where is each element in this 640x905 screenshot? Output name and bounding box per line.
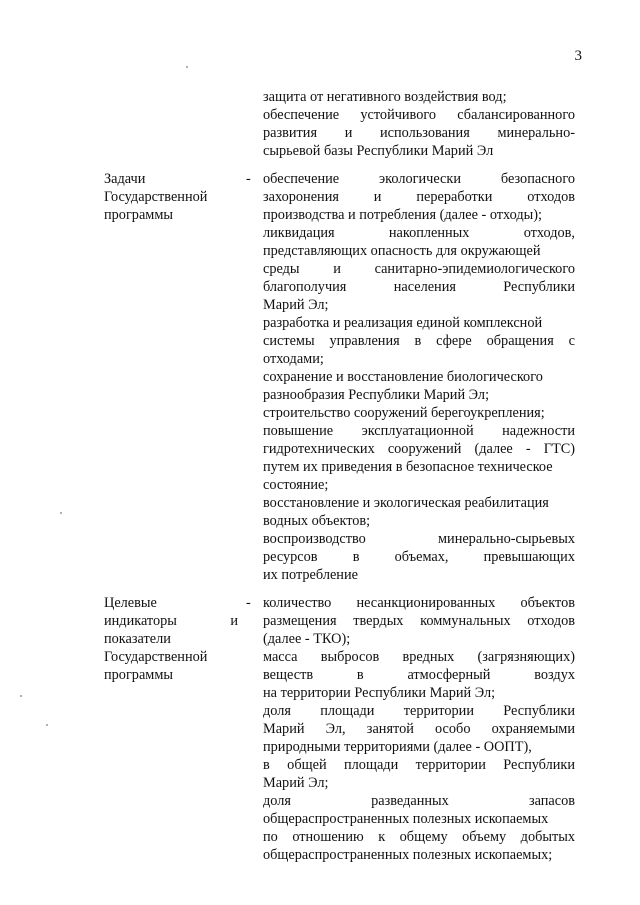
text-line: захоронения и переработки отходов <box>263 189 575 205</box>
text-line: обеспечение экологически безопасного <box>263 171 575 187</box>
text-line: сохранение и восстановление биологического <box>263 369 543 385</box>
text-line: представляющих опасность для окружающей <box>263 243 541 259</box>
scan-speck <box>186 66 188 68</box>
section-dash: - <box>246 595 251 611</box>
text-line: гидротехнических сооружений (далее - ГТС) <box>263 441 575 457</box>
text-line: размещения твердых коммунальных отходов <box>263 613 575 629</box>
text-line: благополучия населения Республики <box>263 279 575 295</box>
text-line: защита от негативного воздействия вод; <box>263 89 507 105</box>
text-line: ликвидация накопленных отходов, <box>263 225 575 241</box>
text-line: путем их приведения в безопасное техническое <box>263 459 553 475</box>
text-line: обеспечение устойчивого сбалансированного <box>263 107 575 123</box>
text-line: водных объектов; <box>263 513 371 529</box>
section-label: Целевые <box>104 595 157 611</box>
section-label: программы <box>104 207 174 223</box>
section-label: показатели <box>104 631 171 647</box>
section-label: Задачи <box>104 171 146 187</box>
text-line: разработка и реализация единой комплексной <box>263 315 543 331</box>
text-line: общераспространенных полезных ископаемых; <box>263 847 553 863</box>
text-line: разнообразия Республики Марий Эл; <box>263 387 490 403</box>
text-line: состояние; <box>263 477 329 493</box>
text-line: системы управления в сфере обращения с <box>263 333 575 349</box>
text-line: ресурсов в объемах, превышающих <box>263 549 575 565</box>
text-line: (далее - ТКО); <box>263 631 351 647</box>
scan-speck <box>20 695 22 697</box>
text-line: на территории Республики Марий Эл; <box>263 685 496 701</box>
section-label: индикаторы и <box>104 613 238 629</box>
text-line: доля разведанных запасов <box>263 793 575 809</box>
text-line: Марий Эл; <box>263 775 329 791</box>
text-line: их потребление <box>263 567 358 583</box>
text-line: веществ в атмосферный воздух <box>263 667 575 683</box>
section-dash: - <box>246 171 251 187</box>
text-line: отходами; <box>263 351 324 367</box>
text-line: воспроизводство минерально-сырьевых <box>263 531 575 547</box>
page-number: 3 <box>574 48 582 64</box>
text-line: общераспространенных полезных ископаемых <box>263 811 549 827</box>
scan-speck <box>46 724 48 726</box>
text-line: повышение эксплуатационной надежности <box>263 423 575 439</box>
text-line: природными территориями (далее - ООПТ), <box>263 739 532 755</box>
text-line: по отношению к общему объему добытых <box>263 829 575 845</box>
text-line: среды и санитарно-эпидемиологического <box>263 261 575 277</box>
scan-speck <box>60 512 62 514</box>
text-line: производства и потребления (далее - отходы); <box>263 207 542 223</box>
text-line: развития и использования минерально- <box>263 125 575 141</box>
text-line: доля площади территории Республики <box>263 703 575 719</box>
section-label: Государственной <box>104 649 208 665</box>
section-label: Государственной <box>104 189 208 205</box>
text-line: количество несанкционированных объектов <box>263 595 575 611</box>
text-line: Марий Эл; <box>263 297 329 313</box>
text-line: сырьевой базы Республики Марий Эл <box>263 143 494 159</box>
text-line: восстановление и экологическая реабилитация <box>263 495 549 511</box>
text-line: строительство сооружений берегоукрепления; <box>263 405 545 421</box>
text-line: масса выбросов вредных (загрязняющих) <box>263 649 575 665</box>
section-label: программы <box>104 667 174 683</box>
text-line: Марий Эл, занятой особо охраняемыми <box>263 721 575 737</box>
text-line: в общей площади территории Республики <box>263 757 575 773</box>
